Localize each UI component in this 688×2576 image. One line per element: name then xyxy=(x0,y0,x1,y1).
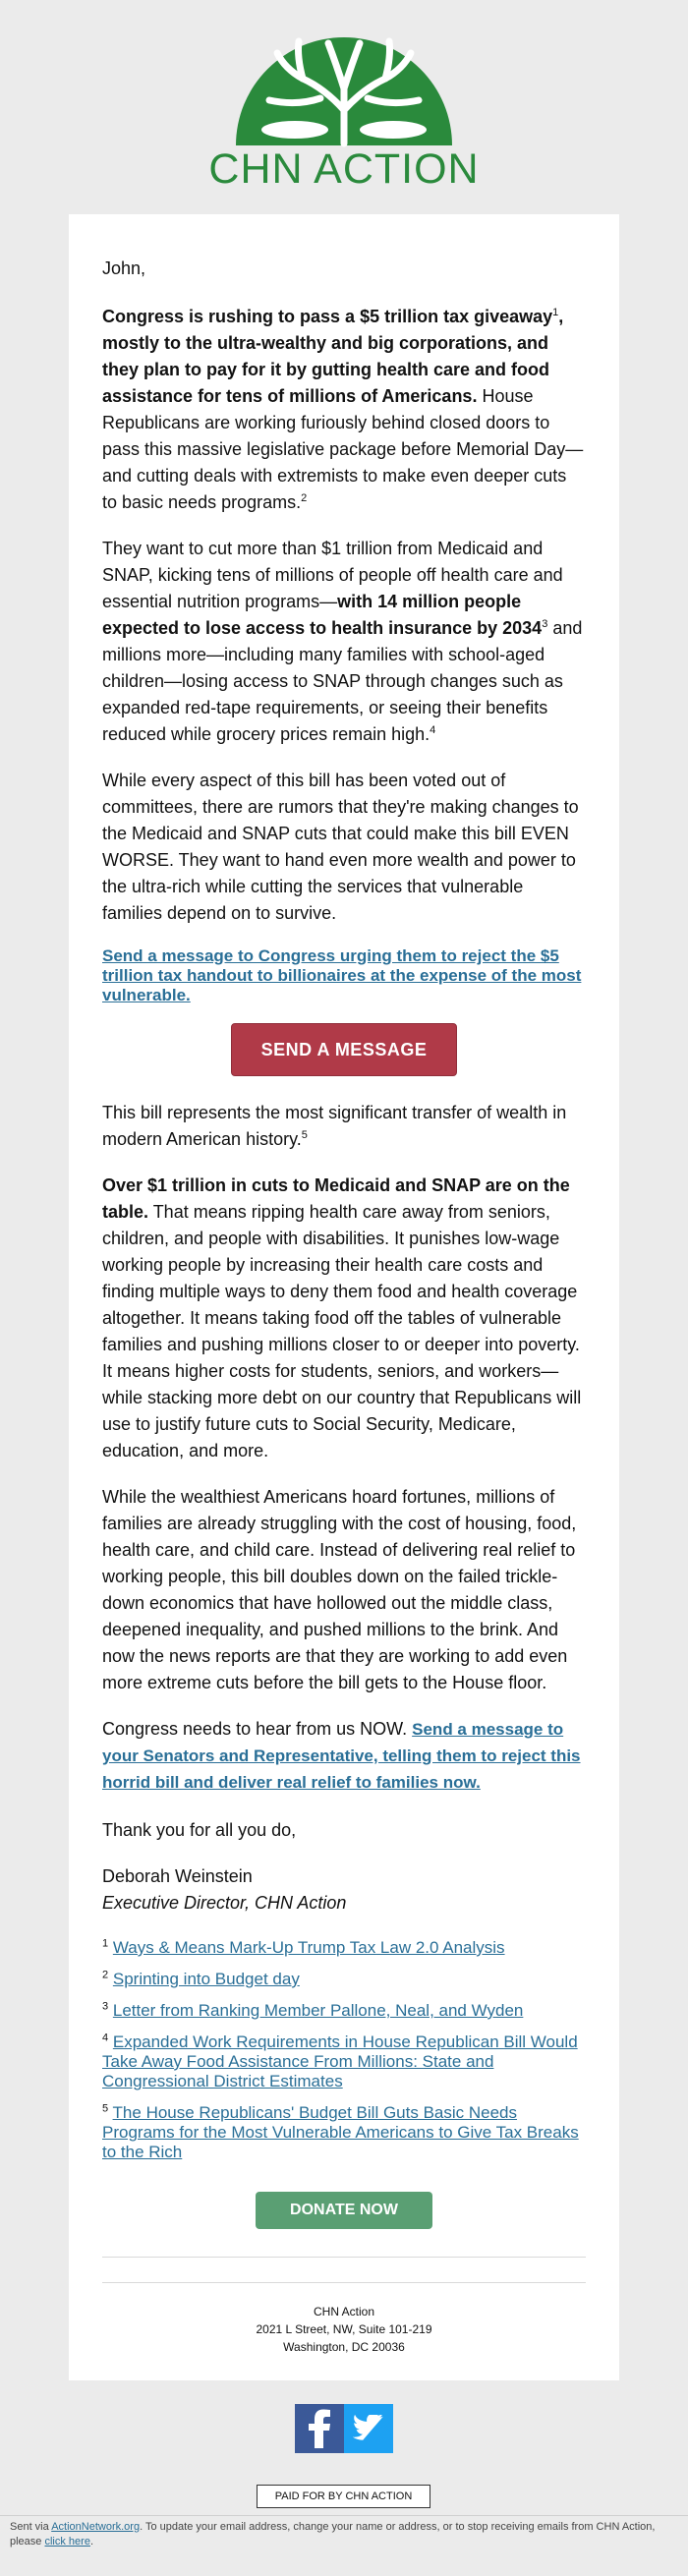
social-links xyxy=(295,2404,393,2453)
paragraph-wealth-transfer: This bill represents the most significant transfer of wealth in modern American history.$^5$ xyxy=(102,1103,567,1149)
paragraph-rumors: While every aspect of this bill has been voted out of committees, there are rumors that they're making changes to the Medicaid and SNAP cuts that could make this bill EVEN WORSE. They want to hand even more wealth and power to the ultra-rich while cutting the services that vulnerable families depend on to survive. xyxy=(102,771,579,923)
paragraph-cuts: They want to cut more than $1 trillion from Medicaid and SNAP, kicking tens of millions of people off health care and essential nutrition programs—with 14 million people expected to lose access to health insurance by 2034$^3$ and millions more—including many families with school-aged children—losing access to SNAP through changes such as expanded red-tape requirements, or seeing their benefits reduced while grocery prices remain high.$^4$ xyxy=(102,539,583,744)
greeting: John, xyxy=(102,258,146,278)
chn-tree-logo xyxy=(226,20,462,147)
footnote-item: $^2$ Sprinting into Budget day xyxy=(102,1969,300,1988)
footnote-ref-1: 1 xyxy=(552,307,559,318)
signature-name: Deborah Weinstein xyxy=(102,1866,253,1886)
divider xyxy=(102,2257,586,2258)
contact-representatives-link[interactable]: Send a message to your Senators and Representative, telling them to reject this horrid bill and deliver real relief to families now. xyxy=(102,1720,581,1792)
footnote-link[interactable]: Expanded Work Requirements in House Republican Bill Would Take Away Food Assistance From Millions: State and Congressional District Estimates xyxy=(102,2032,578,2090)
paragraph-call-to-action: Congress needs to hear from us NOW. Send a message to your Senators and Representative, telling them to reject this horrid bill and deliver real relief to families now. xyxy=(102,1719,581,1792)
facebook-icon[interactable] xyxy=(295,2404,344,2453)
footnote-link[interactable]: Ways & Means Mark-Up Trump Tax Law 2.0 Analysis xyxy=(112,1938,505,1957)
footnote-ref-4: 4 xyxy=(430,724,436,736)
footer-text: Sent via ActionNetwork.org. To update your email address, change your name or address, or to stop receiving emails from CHN Action, please click here. xyxy=(10,2521,656,2547)
footnote-item: $^3$ Letter from Ranking Member Pallone, Neal, and Wyden xyxy=(102,2000,524,2020)
thanks-line: Thank you for all you do, xyxy=(102,1820,297,1840)
paragraph-wealthiest: While the wealthiest Americans hoard fortunes, millions of families are already struggling with the cost of housing, food, health care, and child care. Instead of delivering real relief to working people, this bill doubles down on the failed trickle-down economics that have hollowed out the middle class, deepened inequality, and pushed millions to the brink. And now the news reports are that they are working to add even more extreme cuts before the bill gets to the House floor. xyxy=(102,1487,577,1692)
logo-wordmark: CHN ACTION xyxy=(208,145,480,193)
unsubscribe-link[interactable]: click here xyxy=(44,2536,90,2547)
send-message-link[interactable]: Send a message to Congress urging them to reject the $5 trillion tax handout to billionaires at the expense of the most vulnerable. xyxy=(102,946,582,1004)
signature-title: Executive Director, CHN Action xyxy=(102,1893,347,1913)
footnote-item: $^5$ The House Republicans' Budget Bill Guts Basic Needs Programs for the Most Vulnerable Americans to Give Tax Breaks to the Rich xyxy=(102,2102,579,2161)
email-body xyxy=(69,214,619,2356)
footnote-link[interactable]: Sprinting into Budget day xyxy=(112,1970,300,1988)
paid-for-notice: PAID FOR BY CHN ACTION xyxy=(257,2485,430,2508)
footnote-item: $^4$ Expanded Work Requirements in House Republican Bill Would Take Away Food Assistance From Millions: State and Congressional District Estimates xyxy=(102,2032,578,2090)
donate-now-button[interactable]: DONATE NOW xyxy=(256,2192,432,2229)
email-card xyxy=(69,214,619,2380)
email-header xyxy=(0,0,688,214)
footnote-ref-3: 3 xyxy=(542,618,548,630)
twitter-icon[interactable] xyxy=(344,2404,393,2453)
footnote-ref-5: 5 xyxy=(301,1129,308,1141)
send-message-button[interactable]: SEND A MESSAGE xyxy=(231,1023,457,1076)
footnotes xyxy=(102,1938,586,2162)
action-network-link[interactable]: ActionNetwork.org xyxy=(51,2521,141,2533)
footnote-link[interactable]: The House Republicans' Budget Bill Guts Basic Needs Programs for the Most Vulnerable Americans to Give Tax Breaks to the Rich xyxy=(102,2103,579,2161)
footnote-ref-2: 2 xyxy=(301,492,308,504)
footer-divider xyxy=(0,2515,688,2516)
paragraph-intro: Congress is rushing to pass a $5 trillion tax giveaway$^1$, mostly to the ultra-wealthy and big corporations, and they plan to pay for it by gutting health care and food assistance for tens of millions of Americans. House Republicans are working furiously behind closed doors to pass this massive legislative package before Memorial Day—and cutting deals with extremists to make even deeper cuts to basic needs programs.$^2$ xyxy=(102,307,584,512)
footnote-item: $^1$ Ways & Means Mark-Up Trump Tax Law 2.0 Analysis xyxy=(102,1937,505,1957)
paragraph-medicaid-snap: Over $1 trillion in cuts to Medicaid and SNAP are on the table. That means ripping health care away from seniors, children, and people with disabilities. It punishes low-wage working people by increasing their health care costs and finding multiple ways to deny them food and health coverage altogether. It means taking food off the tables of vulnerable families and pushing millions closer to or deeper into poverty. It means higher costs for students, seniors, and workers—while stacking more debt on our country that Republicans will use to justify future cuts to Social Security, Medicare, education, and more. xyxy=(102,1175,582,1460)
mailing-address: CHN Action 2021 L Street, NW, Suite 101-219 Washington, DC 20036 xyxy=(256,2305,432,2354)
footnote-link[interactable]: Letter from Ranking Member Pallone, Neal, and Wyden xyxy=(112,2001,524,2020)
